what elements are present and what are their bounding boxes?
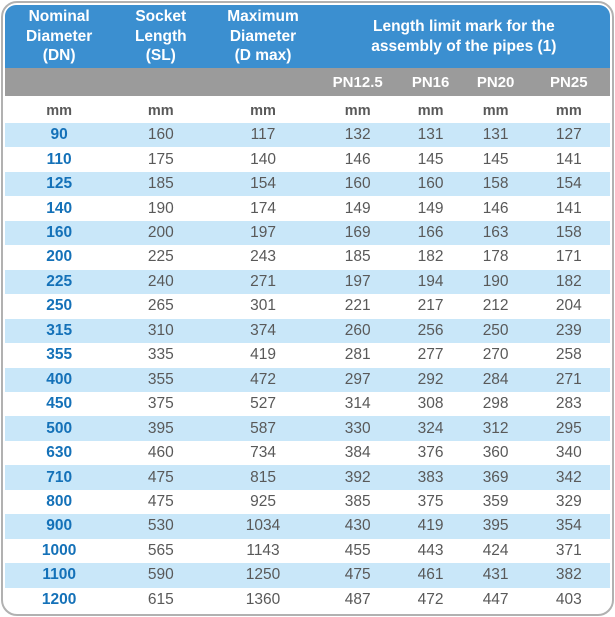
value-cell: 1360: [245, 590, 281, 608]
value-cell: 395: [482, 517, 509, 535]
value-cell: 260: [344, 321, 371, 339]
value-cell: 284: [482, 370, 509, 388]
value-cell: 385: [344, 493, 371, 511]
value-cell: 527: [250, 395, 276, 413]
value-cell: 281: [344, 346, 371, 364]
value-cell: 171: [555, 248, 582, 266]
value-cell: 154: [555, 175, 582, 193]
value-cell: 169: [344, 224, 371, 242]
table-row: [5, 147, 610, 171]
dn-cell: 500: [46, 419, 73, 437]
pipe-spec-table: [5, 5, 610, 612]
header-line: Socket: [135, 8, 187, 26]
value-cell: 384: [344, 444, 371, 462]
value-cell: 292: [417, 370, 444, 388]
value-cell: 270: [482, 346, 509, 364]
value-cell: 615: [147, 590, 174, 608]
pn-column-header-pn25: PN25: [550, 73, 588, 91]
pn-subheader-row: [5, 68, 610, 96]
value-cell: 312: [482, 419, 509, 437]
pn-column-header-pn12-5: PN12.5: [332, 73, 383, 91]
value-cell: 461: [417, 566, 444, 584]
value-cell: 225: [147, 248, 174, 266]
table-row: [5, 392, 610, 416]
value-cell: 149: [417, 199, 444, 217]
column-header-maximum-diameter: [208, 5, 318, 68]
value-cell: 240: [147, 272, 174, 290]
value-cell: 140: [250, 150, 276, 168]
value-cell: 277: [417, 346, 444, 364]
dn-cell: 160: [46, 224, 73, 242]
table-header-row: [5, 5, 610, 68]
value-cell: 342: [555, 468, 582, 486]
units-cell: mm: [250, 103, 276, 119]
value-cell: 163: [482, 224, 509, 242]
value-cell: 375: [147, 395, 174, 413]
dn-cell: 710: [46, 468, 73, 486]
header-line: Nominal: [28, 8, 90, 26]
value-cell: 190: [147, 199, 174, 217]
value-cell: 392: [344, 468, 371, 486]
value-cell: 340: [555, 444, 582, 462]
value-cell: 419: [417, 517, 444, 535]
dn-cell: 225: [46, 272, 73, 290]
value-cell: 239: [555, 321, 582, 339]
value-cell: 424: [482, 541, 509, 559]
header-line: Diameter: [229, 27, 297, 45]
value-cell: 297: [344, 370, 371, 388]
dn-cell: 355: [46, 346, 73, 364]
value-cell: 182: [555, 272, 582, 290]
dn-cell: 125: [46, 175, 73, 193]
value-cell: 375: [417, 493, 444, 511]
value-cell: 443: [417, 541, 444, 559]
table-row: [5, 368, 610, 392]
value-cell: 131: [417, 126, 444, 144]
value-cell: 200: [147, 224, 174, 242]
value-cell: 185: [344, 248, 371, 266]
pn-column-header-pn16: PN16: [411, 73, 450, 91]
dn-cell: 140: [46, 199, 73, 217]
table-row: [5, 343, 610, 367]
value-cell: 154: [250, 175, 276, 193]
dn-cell: 110: [46, 150, 72, 168]
column-header-length-limit-mark: [318, 5, 610, 68]
units-cell: mm: [147, 103, 174, 119]
value-cell: 146: [344, 150, 371, 168]
table-row: [5, 270, 610, 294]
pn-column-header-pn20: PN20: [476, 73, 515, 91]
dn-cell: 900: [46, 517, 73, 535]
value-cell: 360: [482, 444, 509, 462]
value-cell: 359: [482, 493, 509, 511]
table-row: [5, 416, 610, 440]
header-line: Diameter: [25, 27, 93, 45]
table-row: [5, 441, 610, 465]
table-row: [5, 490, 610, 514]
value-cell: 447: [482, 590, 509, 608]
header-line: Length: [134, 27, 187, 45]
value-cell: 174: [250, 199, 276, 217]
units-cell: mm: [344, 103, 371, 119]
units-cell: mm: [555, 103, 582, 119]
value-cell: 298: [482, 395, 509, 413]
value-cell: 117: [250, 126, 276, 144]
value-cell: 734: [250, 444, 276, 462]
value-cell: 301: [250, 297, 276, 315]
value-cell: 182: [417, 248, 444, 266]
value-cell: 160: [417, 175, 444, 193]
value-cell: 204: [555, 297, 582, 315]
value-cell: 141: [555, 199, 582, 217]
value-cell: 565: [147, 541, 174, 559]
value-cell: 160: [147, 126, 174, 144]
value-cell: 925: [250, 493, 276, 511]
value-cell: 1143: [246, 541, 280, 559]
table-row: [5, 294, 610, 318]
value-cell: 158: [555, 224, 582, 242]
dn-cell: 450: [46, 395, 73, 413]
value-cell: 1034: [245, 517, 281, 535]
value-cell: 250: [482, 321, 509, 339]
value-cell: 132: [344, 126, 371, 144]
value-cell: 369: [482, 468, 509, 486]
table-body: [5, 123, 610, 612]
value-cell: 158: [482, 175, 509, 193]
dn-cell: 1000: [41, 541, 77, 559]
value-cell: 472: [250, 370, 276, 388]
value-cell: 335: [147, 346, 174, 364]
value-cell: 1250: [245, 566, 281, 584]
value-cell: 431: [482, 566, 509, 584]
value-cell: 175: [147, 150, 174, 168]
value-cell: 329: [555, 493, 582, 511]
dn-cell: 400: [46, 370, 73, 388]
value-cell: 330: [344, 419, 371, 437]
header-line: (D max): [234, 47, 292, 65]
dn-cell: 1100: [42, 566, 76, 584]
header-line: assembly of the pipes (1): [371, 37, 557, 55]
table-row: [5, 245, 610, 269]
value-cell: 475: [147, 493, 174, 511]
value-cell: 146: [482, 199, 509, 217]
value-cell: 217: [417, 297, 444, 315]
dn-cell: 90: [50, 126, 68, 144]
value-cell: 376: [417, 444, 444, 462]
table-row: [5, 514, 610, 538]
value-cell: 472: [417, 590, 444, 608]
value-cell: 127: [555, 126, 582, 144]
value-cell: 131: [482, 126, 509, 144]
value-cell: 166: [417, 224, 444, 242]
header-line: (DN): [42, 47, 76, 65]
dn-cell: 1200: [41, 590, 77, 608]
table-row: [5, 539, 610, 563]
units-cell: mm: [417, 103, 444, 119]
value-cell: 256: [417, 321, 444, 339]
value-cell: 590: [147, 566, 174, 584]
value-cell: 271: [555, 370, 582, 388]
value-cell: 283: [555, 395, 582, 413]
value-cell: 530: [147, 517, 174, 535]
value-cell: 475: [344, 566, 371, 584]
value-cell: 185: [147, 175, 174, 193]
header-line: (SL): [145, 47, 176, 65]
value-cell: 141: [555, 150, 582, 168]
units-cell: mm: [482, 103, 509, 119]
subheader-spacer: [5, 68, 113, 96]
header-line: Length limit mark for the: [373, 17, 555, 35]
value-cell: 190: [482, 272, 509, 290]
value-cell: 314: [344, 395, 371, 413]
table-row: [5, 588, 610, 612]
value-cell: 145: [482, 150, 509, 168]
value-cell: 324: [417, 419, 444, 437]
pipe-spec-table-card: [1, 1, 614, 616]
units-cell: mm: [46, 103, 73, 119]
value-cell: 160: [344, 175, 371, 193]
value-cell: 487: [344, 590, 371, 608]
value-cell: 295: [555, 419, 582, 437]
value-cell: 383: [417, 468, 444, 486]
value-cell: 395: [147, 419, 174, 437]
table-row: [5, 465, 610, 489]
value-cell: 455: [344, 541, 371, 559]
subheader-spacer: [208, 68, 318, 96]
table-row: [5, 563, 610, 587]
value-cell: 587: [250, 419, 276, 437]
value-cell: 265: [147, 297, 174, 315]
value-cell: 212: [482, 297, 509, 315]
value-cell: 258: [555, 346, 582, 364]
header-line: Maximum: [227, 8, 299, 26]
value-cell: 355: [147, 370, 174, 388]
table-row: [5, 319, 610, 343]
value-cell: 403: [555, 590, 582, 608]
value-cell: 197: [344, 272, 371, 290]
value-cell: 310: [147, 321, 174, 339]
value-cell: 271: [250, 272, 276, 290]
dn-cell: 200: [46, 248, 73, 266]
value-cell: 145: [417, 150, 444, 168]
dn-cell: 630: [46, 444, 73, 462]
dn-cell: 315: [46, 321, 73, 339]
value-cell: 197: [250, 224, 276, 242]
column-header-nominal-diameter: [5, 5, 113, 68]
value-cell: 371: [555, 541, 582, 559]
table-row: [5, 221, 610, 245]
value-cell: 149: [344, 199, 371, 217]
value-cell: 475: [147, 468, 174, 486]
value-cell: 374: [250, 321, 276, 339]
value-cell: 460: [147, 444, 174, 462]
value-cell: 308: [417, 395, 444, 413]
value-cell: 382: [555, 566, 582, 584]
value-cell: 419: [250, 346, 276, 364]
value-cell: 178: [482, 248, 509, 266]
column-header-socket-length: [113, 5, 208, 68]
subheader-spacer: [113, 68, 208, 96]
table-row: [5, 172, 610, 196]
dn-cell: 250: [46, 297, 73, 315]
table-row: [5, 196, 610, 220]
value-cell: 243: [250, 248, 276, 266]
value-cell: 430: [344, 517, 371, 535]
table-row: [5, 123, 610, 147]
value-cell: 194: [417, 272, 444, 290]
dn-cell: 800: [46, 493, 73, 511]
value-cell: 354: [555, 517, 582, 535]
value-cell: 815: [250, 468, 276, 486]
units-row: [5, 96, 610, 123]
value-cell: 221: [344, 297, 371, 315]
